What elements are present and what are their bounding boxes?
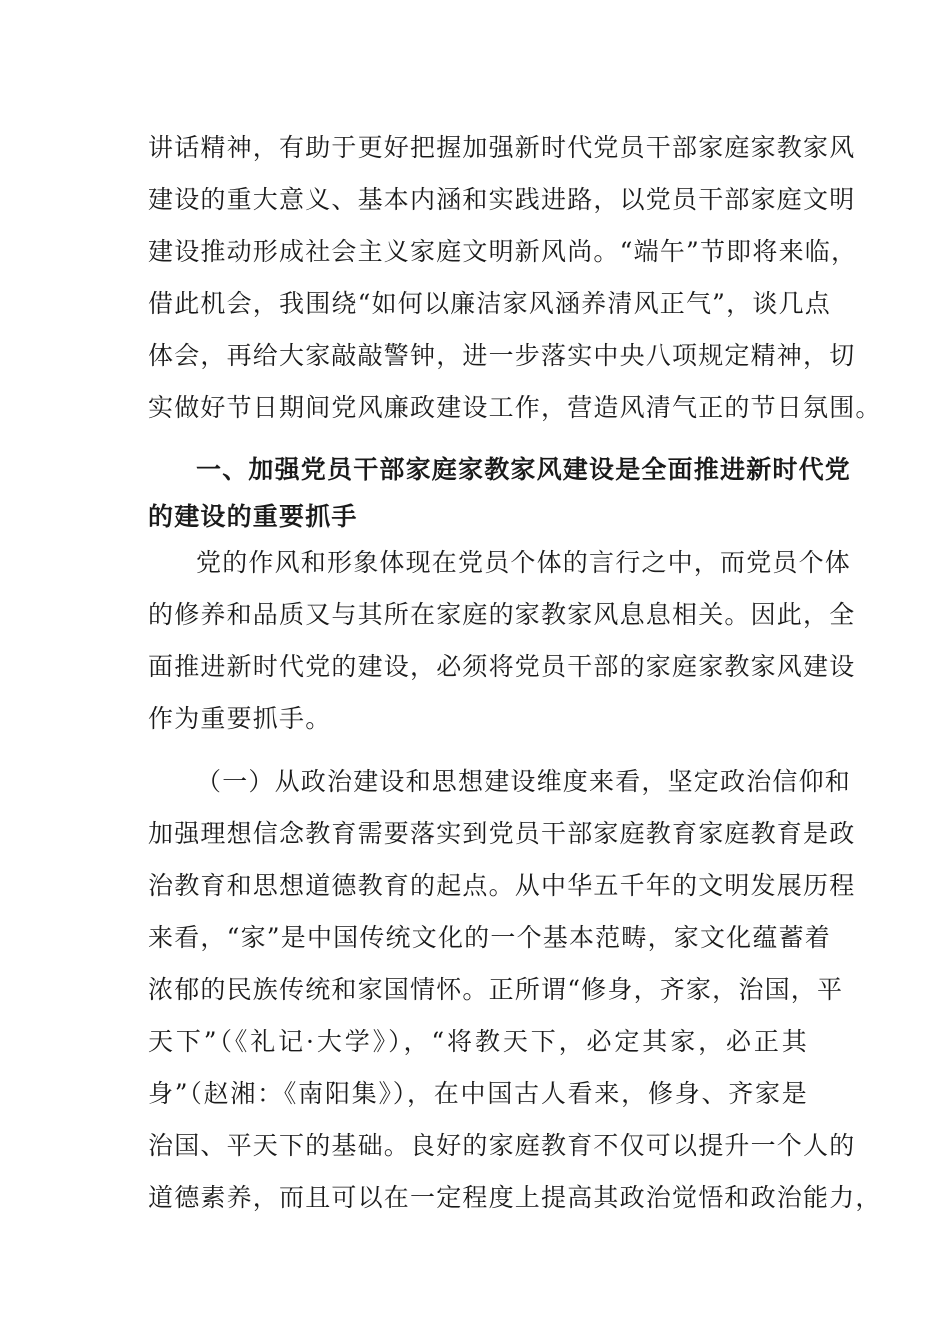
section-heading-line: 的建设的重要抓手 xyxy=(148,502,358,531)
body-text-line: 的修养和品质又与其所在家庭的家教家风息息相关。因此，全 xyxy=(148,600,856,629)
body-text-line: 讲话精神，有助于更好把握加强新时代党员干部家庭家教家风 xyxy=(148,133,856,162)
body-text-line: 天下”（《礼记·大学》），“将教天下，必定其家，必正其 xyxy=(148,1027,808,1056)
body-text-line: 道德素养，而且可以在一定程度上提高其政治觉悟和政治能力， xyxy=(148,1183,882,1212)
body-text-line: 建设的重大意义、基本内涵和实践进路，以党员干部家庭文明 xyxy=(148,185,856,214)
body-text-line: 借此机会，我围绕“如何以廉洁家风涵养清风正气”，谈几点 xyxy=(148,289,831,318)
subsection-text-line: （一）从政治建设和思想建设维度来看，坚定政治信仰和 xyxy=(196,767,852,796)
body-text-line: 加强理想信念教育需要落实到党员干部家庭教育家庭教育是政 xyxy=(148,819,856,848)
body-text-line: 浓郁的民族传统和家国情怀。正所谓“修身，齐家，治国，平 xyxy=(148,975,844,1004)
body-text-line: 治教育和思想道德教育的起点。从中华五千年的文明发展历程 xyxy=(148,871,856,900)
body-text-line: 建设推动形成社会主义家庭文明新风尚。“端午”节即将来临， xyxy=(148,237,858,266)
section-heading-line: 一、加强党员干部家庭家教家风建设是全面推进新时代党 xyxy=(196,455,852,484)
body-text-line: 体会，再给大家敲敲警钟，进一步落实中央八项规定精神，切 xyxy=(148,341,856,370)
body-text-line: 面推进新时代党的建设，必须将党员干部的家庭家教家风建设 xyxy=(148,652,856,681)
body-text-line: 来看，“家”是中国传统文化的一个基本范畴，家文化蕴蓄着 xyxy=(148,923,831,952)
body-text-line: 作为重要抓手。 xyxy=(148,704,332,733)
body-text-line: 身”（赵湘：《南阳集》），在中国古人看来，修身、齐家是 xyxy=(148,1079,808,1108)
body-text-line: 党的作风和形象体现在党员个体的言行之中，而党员个体 xyxy=(196,548,852,577)
body-text-line: 治国、平天下的基础。良好的家庭教育不仅可以提升一个人的 xyxy=(148,1131,856,1160)
body-text-line: 实做好节日期间党风廉政建设工作，营造风清气正的节日氛围。 xyxy=(148,393,882,422)
